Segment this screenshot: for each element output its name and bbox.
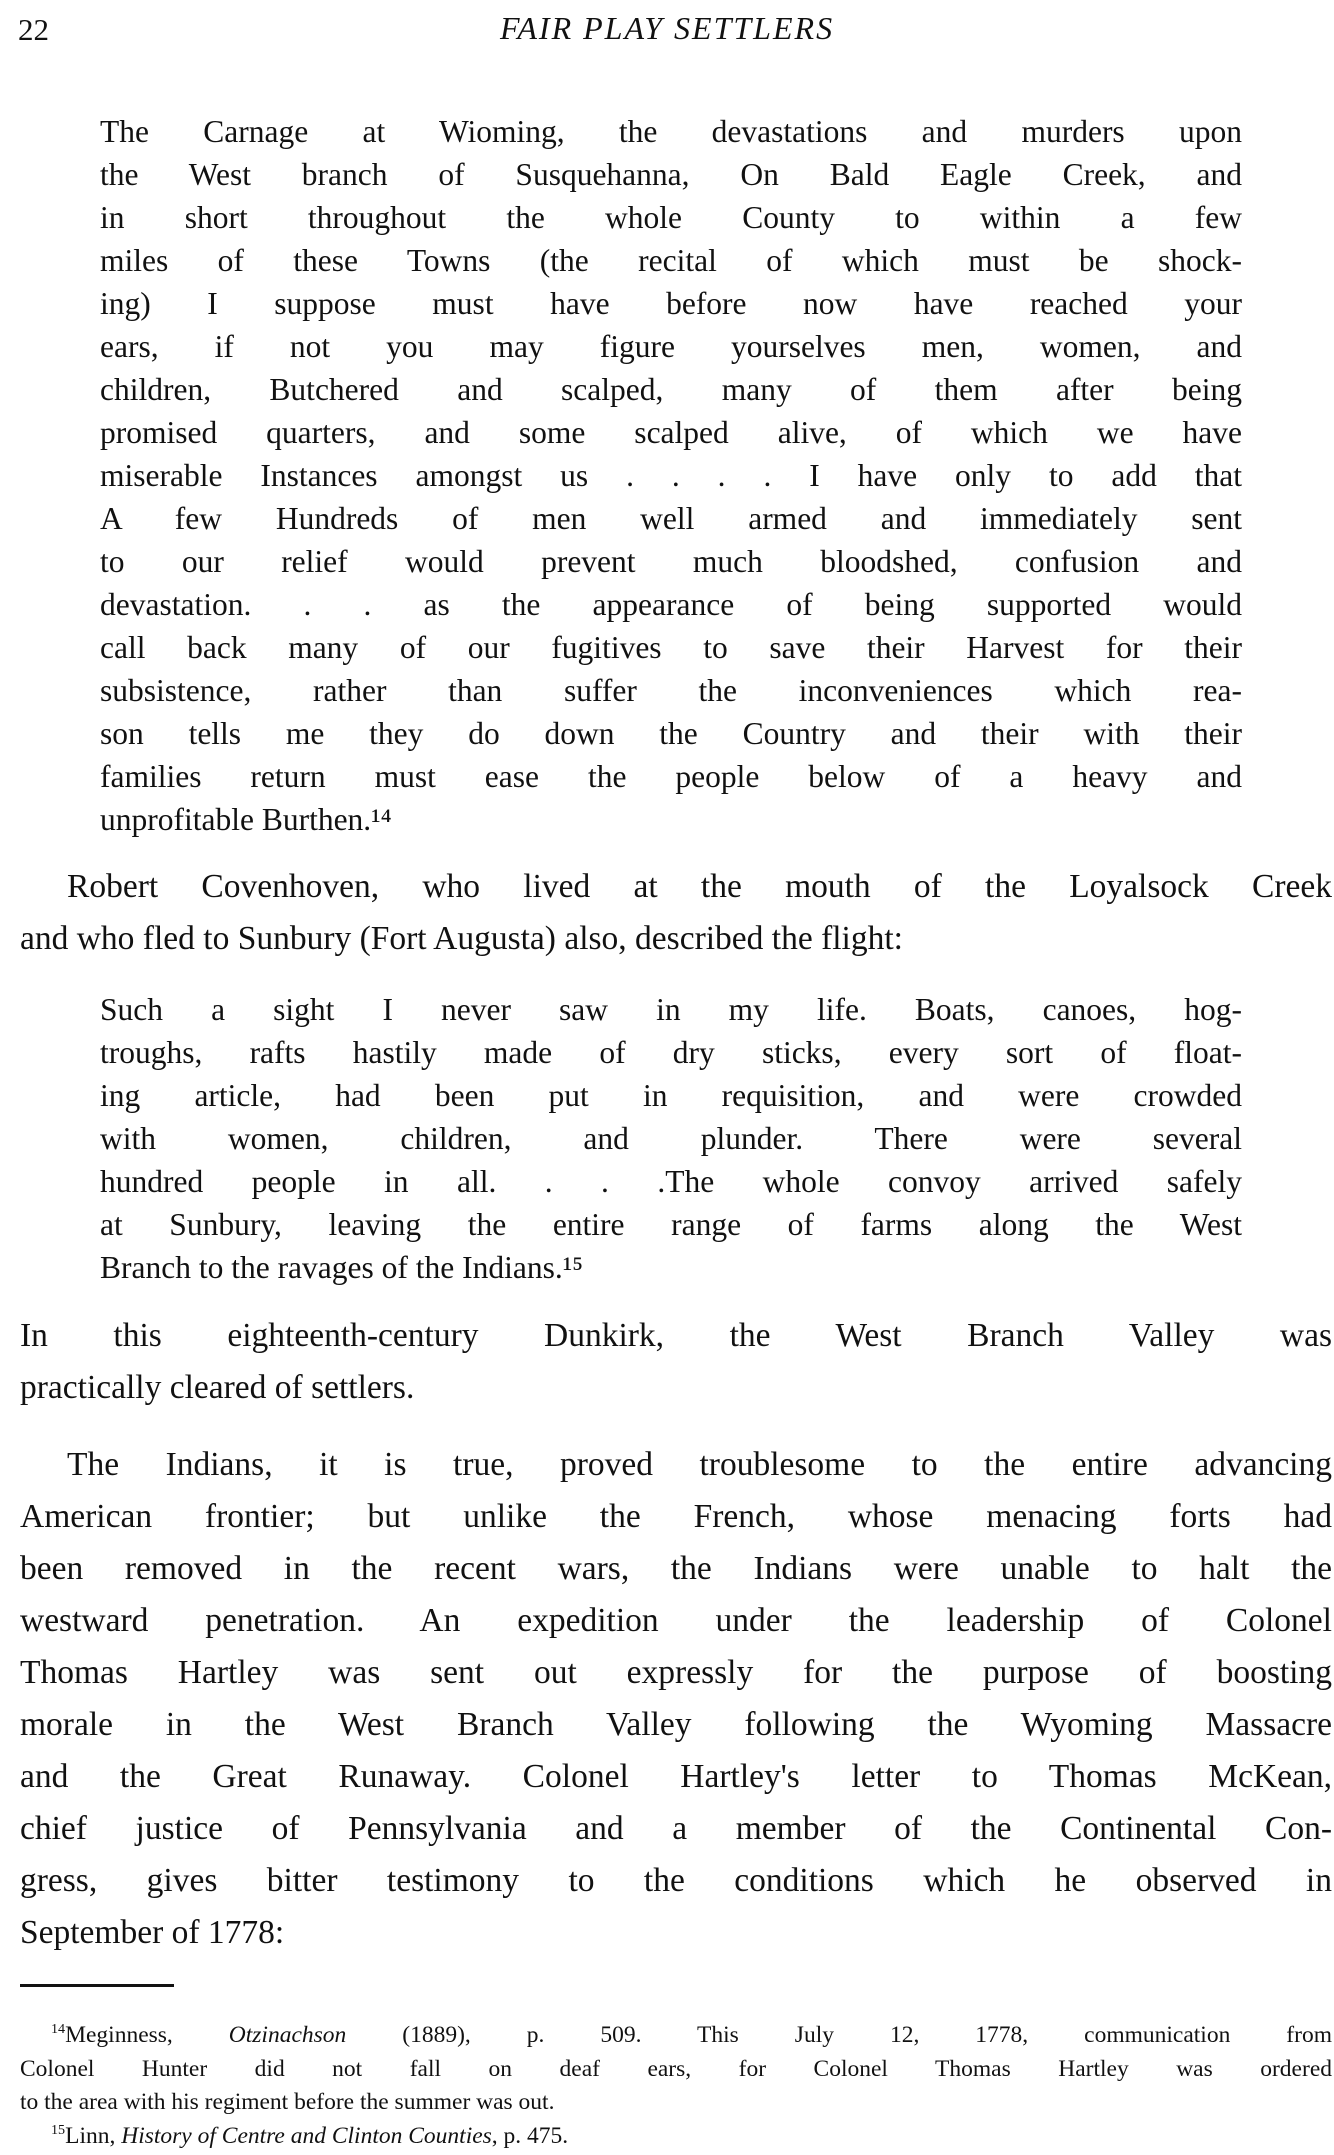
text-line: devastation. . . as the appearance of being supported would: [100, 587, 1242, 622]
footnote-title: History of Centre and Clinton Counties: [121, 2122, 492, 2149]
text-line: American frontier; but unlike the French, whose menacing forts had: [20, 1498, 1332, 1535]
block-quote-hunter: [100, 110, 1242, 841]
text-line: September of 1778:: [20, 1914, 285, 1951]
text-line: miles of these Towns (the recital of which must be shock-: [100, 243, 1242, 278]
footnotes: [20, 2019, 1332, 2153]
footnote-text: Meginness,: [65, 2022, 229, 2048]
text-line: call back many of our fugitives to save their Harvest for their: [100, 630, 1242, 665]
text-line: with women, children, and plunder. There were several: [100, 1121, 1242, 1156]
text-line: ing) I suppose must have before now have reached your: [100, 286, 1242, 321]
text-line: hundred people in all. . . .The whole convoy arrived safely: [100, 1164, 1242, 1199]
footnote-14-line: to the area with his regiment before the summer was out.: [20, 2089, 555, 2115]
text-line: children, Butchered and scalped, many of them after being: [100, 372, 1242, 407]
text-line: gress, gives bitter testimony to the conditions which he observed in: [20, 1862, 1332, 1899]
paragraph-dunkirk: [20, 1310, 1332, 1414]
text-line: to our relief would prevent much bloodshed, confusion and: [100, 544, 1242, 579]
text-line: chief justice of Pennsylvania and a member of the Continental Con-: [20, 1810, 1332, 1847]
text-line: and the Great Runaway. Colonel Hartley's letter to Thomas McKean,: [20, 1758, 1332, 1795]
footnote-text: (1889), p. 509. This July 12, 1778, communication from: [346, 2022, 1332, 2048]
text-line: ears, if not you may figure yourselves men, women, and: [100, 329, 1242, 364]
text-line: unprofitable Burthen.¹⁴: [100, 802, 392, 837]
text-line: Branch to the ravages of the Indians.¹⁵: [100, 1250, 584, 1285]
text-line: morale in the West Branch Valley following the Wyoming Massacre: [20, 1706, 1332, 1743]
text-line: families return must ease the people below of a heavy and: [100, 759, 1242, 794]
footnote-text: , p. 475.: [491, 2122, 569, 2149]
text-line: in short throughout the whole County to within a few: [100, 200, 1242, 235]
text-line: promised quarters, and some scalped alive, of which we have: [100, 415, 1242, 450]
text-line: Thomas Hartley was sent out expressly for the purpose of boosting: [20, 1654, 1332, 1691]
text-line: troughs, rafts hastily made of dry sticks, every sort of float-: [100, 1035, 1242, 1070]
footnote-14-line: [20, 2019, 1332, 2053]
text-line: practically cleared of settlers.: [20, 1369, 415, 1406]
footnote-15-line: [20, 2120, 1332, 2154]
paragraph-covenhoven: [20, 861, 1332, 965]
text-line: The Indians, it is true, proved troublesome to the entire advancing: [67, 1446, 1332, 1483]
text-line: the West branch of Susquehanna, On Bald Eagle Creek, and: [100, 157, 1242, 192]
text-line: been removed in the recent wars, the Indians were unable to halt the: [20, 1550, 1332, 1587]
text-line: ing article, had been put in requisition, and were crowded: [100, 1078, 1242, 1113]
text-line: son tells me they do down the Country and their with their: [100, 716, 1242, 751]
text-line: subsistence, rather than suffer the inconveniences which rea-: [100, 673, 1242, 708]
footnote-14-line: Colonel Hunter did not fall on deaf ears, for Colonel Thomas Hartley was ordered: [20, 2055, 1332, 2082]
text-line: westward penetration. An expedition under the leadership of Colonel: [20, 1602, 1332, 1639]
text-line: A few Hundreds of men well armed and immediately sent: [100, 501, 1242, 536]
page-number: 22: [18, 12, 49, 47]
footnote-title: Otzinachson: [228, 2022, 347, 2048]
text-line: at Sunbury, leaving the entire range of farms along the West: [100, 1207, 1242, 1242]
text-line: Robert Covenhoven, who lived at the mouth of the Loyalsock Creek: [67, 868, 1332, 905]
text-line: Such a sight I never saw in my life. Boats, canoes, hog-: [100, 992, 1242, 1027]
text-line: In this eighteenth-century Dunkirk, the West Branch Valley was: [20, 1317, 1332, 1354]
footnote-divider: [20, 1984, 174, 1987]
text-line: The Carnage at Wioming, the devastations and murders upon: [100, 114, 1242, 149]
footnote-marker: 15: [51, 2121, 66, 2138]
footnote-text: Linn,: [65, 2122, 122, 2149]
running-title: FAIR PLAY SETTLERS: [499, 10, 835, 46]
text-line: and who fled to Sunbury (Fort Augusta) also, described the flight:: [20, 920, 903, 957]
block-quote-covenhoven: [100, 988, 1242, 1289]
text-line: miserable Instances amongst us . . . . I have only to add that: [100, 458, 1242, 493]
paragraph-indians: [20, 1439, 1332, 1959]
footnote-marker: 14: [51, 2021, 66, 2038]
